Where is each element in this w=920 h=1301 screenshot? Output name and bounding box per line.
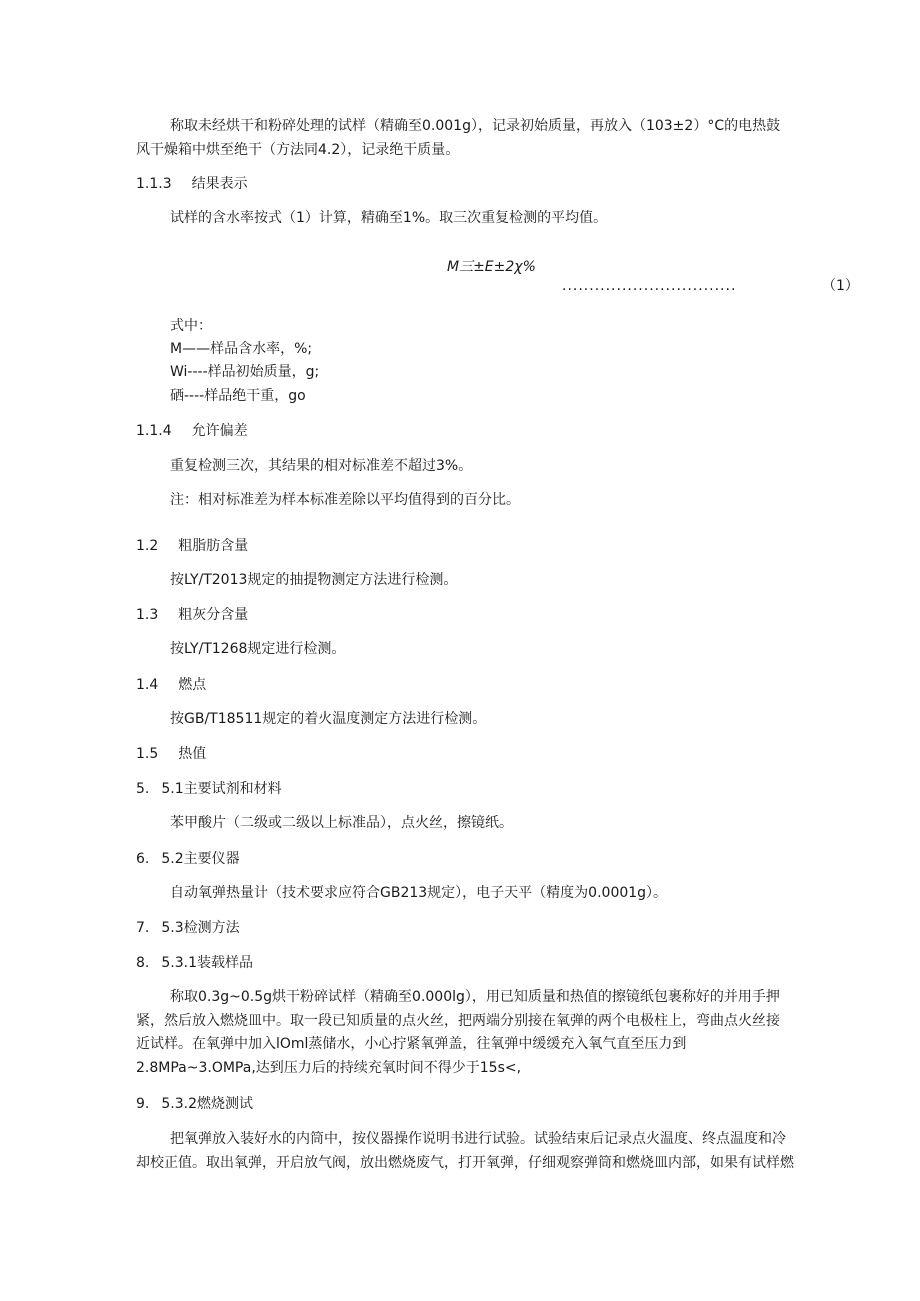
section-title: 5.2主要仪器 — [161, 851, 240, 867]
section-number: 1.3 — [136, 607, 159, 623]
paragraph-line: 2.8MPa~3.OMPa,达到压力后的持续充氧时间不得少于15s<, — [136, 1060, 522, 1076]
paragraph-line: 把氧弹放入装好水的内筒中，按仪器操作说明书进行试验。试验结束后记录点火温度、终点温度和冷 — [170, 1131, 786, 1147]
section-heading-1-2 — [136, 536, 248, 556]
section-title: 粗脂肪含量 — [178, 538, 249, 554]
paragraph: 重复检测三次，其结果的相对标准差不超过3%。 — [170, 458, 473, 474]
section-title: 结果表示 — [191, 176, 248, 192]
section-heading-5-2 — [136, 849, 240, 869]
section-heading-5-3-2 — [136, 1094, 253, 1114]
note: 注：相对标准差为样本标准差除以平均值得到的百分比。 — [170, 492, 520, 508]
definition-line: M——样品含水率，%; — [170, 341, 313, 357]
definition-line: 硒----样品绝干重，go — [170, 388, 306, 404]
section-title: 热值 — [178, 746, 207, 762]
paragraph: 按LY/T2013规定的抽提物测定方法进行检测。 — [170, 572, 458, 588]
section-heading-1-1-3 — [136, 174, 248, 194]
section-number: 1.1.3 — [136, 176, 172, 192]
section-heading-5-3-1 — [136, 953, 253, 973]
list-number: 5. — [136, 781, 150, 797]
list-number: 9. — [136, 1096, 150, 1112]
where-label: 式中： — [170, 318, 212, 334]
paragraph: 按GB/T18511规定的着火温度测定方法进行检测。 — [170, 711, 487, 727]
list-number: 6. — [136, 851, 150, 867]
paragraph-line: 却校正值。取出氧弹，开启放气阀，放出燃烧废气，打开氧弹，仔细观察弹筒和燃烧皿内部，如果有试样燃 — [136, 1155, 794, 1171]
section-title: 粗灰分含量 — [178, 607, 249, 623]
list-number: 8. — [136, 955, 150, 971]
section-number: 1.1.4 — [136, 423, 172, 439]
section-number: 1.2 — [136, 538, 159, 554]
paragraph-line: 近试样。在氧弹中加入lOml蒸储水，小心拧紧氧弹盖，往氧弹中缓缓充入氧气直至压力到 — [136, 1036, 687, 1052]
section-number: 1.5 — [136, 746, 159, 762]
section-heading-1-3 — [136, 605, 248, 625]
formula-leader-dots: ................................ — [562, 278, 737, 294]
paragraph-line: 称取0.3g~0.5g烘干粉碎试样（精确至0.000lg），用已知质量和热值的擦镜纸包裹称好的并用手押 — [170, 989, 780, 1005]
section-heading-1-4 — [136, 675, 206, 695]
paragraph: 苯甲酸片（二级或二级以上标准品），点火丝，擦镜纸。 — [170, 815, 513, 831]
section-title: 5.3.2燃烧测试 — [161, 1096, 253, 1112]
paragraph: 自动氧弹热量计（技术要求应符合GB213规定），电子天平（精度为0.0001g）。 — [170, 885, 668, 901]
formula: M三±E±2χ% — [447, 259, 536, 275]
definition-line: Wi----样品初始质量，g; — [170, 364, 320, 380]
paragraph-line: 称取未经烘干和粉碎处理的试样（精确至0.001g），记录初始质量，再放入（103±2）°C的电热鼓 — [170, 118, 781, 134]
section-heading-1-1-4 — [136, 421, 248, 441]
formula-number: （1） — [822, 278, 859, 294]
paragraph: 试样的含水率按式（1）计算，精确至1%。取三次重复检测的平均值。 — [170, 210, 608, 226]
paragraph-line: 紧，然后放入燃烧皿中。取一段已知质量的点火丝，把两端分别接在氧弹的两个电极柱上，弯曲点火丝接 — [136, 1013, 780, 1029]
paragraph: 按LY/T1268规定进行检测。 — [170, 641, 346, 657]
section-heading-5-3 — [136, 918, 240, 938]
section-heading-1-5 — [136, 744, 206, 764]
section-number: 1.4 — [136, 677, 159, 693]
section-title: 允许偏差 — [191, 423, 248, 439]
section-title: 5.3.1装载样品 — [161, 955, 253, 971]
section-title: 5.1主要试剂和材料 — [161, 781, 282, 797]
section-title: 5.3检测方法 — [161, 920, 240, 936]
section-heading-5-1 — [136, 779, 282, 799]
list-number: 7. — [136, 920, 150, 936]
section-title: 燃点 — [178, 677, 207, 693]
paragraph-line: 风干燥箱中烘至绝干（方法同4.2），记录绝干质量。 — [136, 142, 460, 158]
